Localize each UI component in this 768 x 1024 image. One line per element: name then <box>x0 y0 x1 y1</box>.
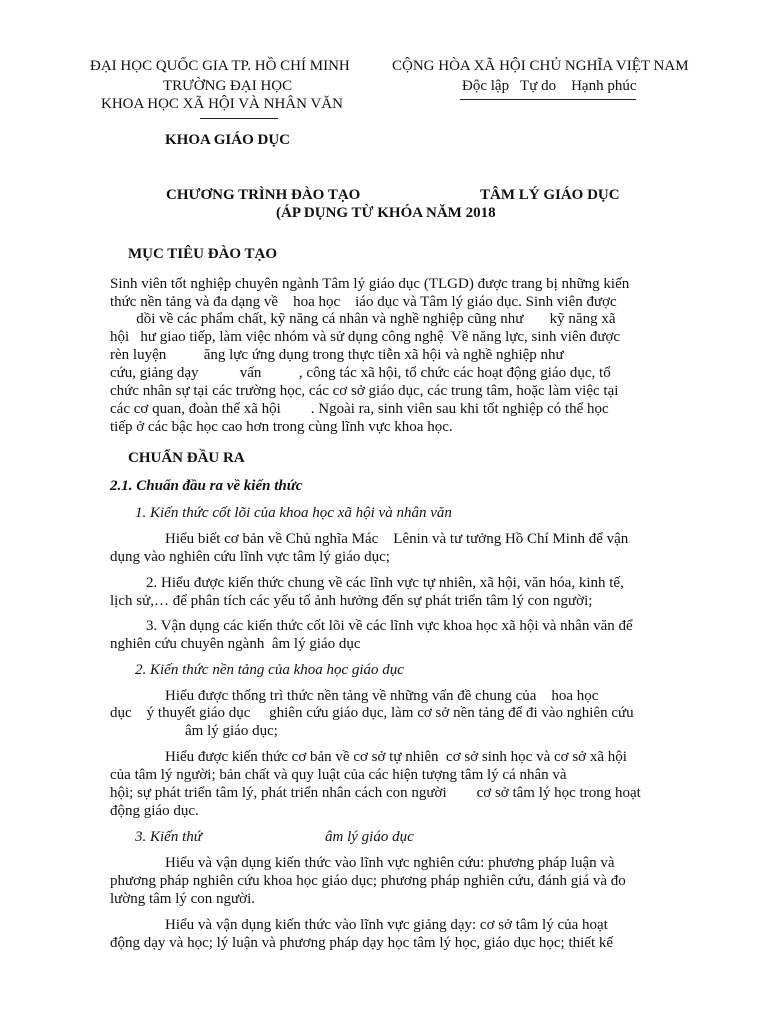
foundation-knowledge-heading: 2. Kiến thức nền tảng của khoa học giáo dục <box>135 662 404 678</box>
header-left-underline <box>200 118 278 119</box>
faculty-name: KHOA GIÁO DỤC <box>165 132 291 148</box>
objectives-line: hội hư giao tiếp, làm việc nhóm và sử dụng công nghệ Về năng lực, sinh viên được <box>110 329 621 345</box>
school-name-line2: KHOA HỌC XÃ HỘI VÀ NHÂN VĂN <box>101 96 343 112</box>
foundation-p1-line: âm lý giáo dục; <box>110 723 278 739</box>
university-name: ĐẠI HỌC QUỐC GIA TP. HỒ CHÍ MINH <box>90 58 350 74</box>
foundation-p2-line: hội; sự phát triển tâm lý, phát triển nhân cách con người cơ sở tâm lý học trong hoạt <box>110 785 641 801</box>
core-p2-line: lịch sử,… để phân tích các yếu tố ảnh hưởng đến sự phát triển tâm lý con người; <box>110 593 593 609</box>
specialized-knowledge-heading-left: 3. Kiến thứ <box>135 829 202 845</box>
foundation-p2-line: động giáo dục. <box>110 803 199 819</box>
specialized-p1-line: Hiểu và vận dụng kiến thức vào lĩnh vực nghiên cứu: phương pháp luận và <box>165 855 615 871</box>
objectives-line: chức nhân sự tại các trường học, các cơ sở giáo dục, các trung tâm, hoặc làm việc tại <box>110 383 619 399</box>
country-name: CỘNG HÒA XÃ HỘI CHỦ NGHĨA VIỆT NAM <box>392 58 689 74</box>
core-p3-line: 3. Vận dụng các kiến thức cốt lõi về các lĩnh vực khoa học xã hội và nhân văn để <box>146 618 633 634</box>
core-p3-line: nghiên cứu chuyên ngành âm lý giáo dục <box>110 636 361 652</box>
core-knowledge-heading: 1. Kiến thức cốt lõi của khoa học xã hội và nhân văn <box>135 505 452 521</box>
foundation-p2-line: của tâm lý người; bản chất và quy luật của các hiện tượng tâm lý cá nhân và <box>110 767 567 783</box>
knowledge-outcomes-heading: 2.1. Chuẩn đầu ra về kiến thức <box>110 478 303 494</box>
core-p1-line: Hiểu biết cơ bản về Chủ nghĩa Mác Lênin và tư tưởng Hồ Chí Minh để vận <box>165 531 629 547</box>
specialized-p1-line: phương pháp nghiên cứu khoa học giáo dục; phương pháp nghiên cứu, đánh giá và đo <box>110 873 626 889</box>
core-p2-line: 2. Hiểu được kiến thức chung về các lĩnh vực tự nhiên, xã hội, văn hóa, kinh tế, <box>146 575 624 591</box>
objectives-heading: MỤC TIÊU ĐÀO TẠO <box>128 246 278 262</box>
specialized-p2-line: động dạy và học; lý luận và phương pháp dạy học tâm lý học, giáo dục học; thiết kế <box>110 935 614 951</box>
foundation-p2-line: Hiểu được kiến thức cơ bản về cơ sở tự nhiên cơ sở sinh học và cơ sở xã hội <box>165 749 627 765</box>
school-name-line1: TRƯỜNG ĐẠI HỌC <box>163 78 293 94</box>
objectives-line: Sinh viên tốt nghiệp chuyên ngành Tâm lý giáo dục (TLGD) được trang bị những kiến <box>110 276 630 292</box>
header-right-underline <box>460 99 636 100</box>
objectives-line: các cơ quan, đoàn thể xã hội . Ngoài ra, sinh viên sau khi tốt nghiệp có thể học <box>110 401 609 417</box>
outcomes-heading: CHUẨN ĐẦU RA <box>128 450 245 466</box>
program-title-left: CHƯƠNG TRÌNH ĐÀO TẠO <box>166 187 361 203</box>
objectives-line: tiếp ở các bậc học cao hơn trong cùng lĩnh vực khoa học. <box>110 419 453 435</box>
objectives-line: rèn luyện ăng lực ứng dụng trong thực tiễn xã hội và nghề nghiệp như <box>110 347 564 363</box>
country-motto: Độc lập Tự do Hạnh phúc <box>462 78 637 94</box>
objectives-line: dồi về các phẩm chất, kỹ năng cá nhân và nghề nghiệp cũng như kỹ năng xã <box>110 311 616 327</box>
specialized-knowledge-heading-right: âm lý giáo dục <box>325 829 414 845</box>
foundation-p1-line: dục ý thuyết giáo dục ghiên cứu giáo dục, làm cơ sở nền tảng để đi vào nghiên cứu <box>110 705 634 721</box>
objectives-line: cứu, giảng dạy vấn , công tác xã hội, tổ chức các hoạt động giáo dục, tổ <box>110 365 611 381</box>
program-title-right: TÂM LÝ GIÁO DỤC <box>480 187 620 203</box>
objectives-line: thức nền tảng và đa dạng về hoa học iáo dục và Tâm lý giáo dục. Sinh viên được <box>110 294 617 310</box>
program-applies: (ÁP DỤNG TỪ KHÓA NĂM 2018 <box>276 205 496 221</box>
foundation-p1-line: Hiểu được thống trì thức nền tảng về những vấn đề chung của hoa học <box>165 688 599 704</box>
specialized-p2-line: Hiểu và vận dụng kiến thức vào lĩnh vực giảng dạy: cơ sở tâm lý của hoạt <box>165 917 608 933</box>
specialized-p1-line: lường tâm lý con người. <box>110 891 256 907</box>
core-p1-line: dụng vào nghiên cứu lĩnh vực tâm lý giáo dục; <box>110 549 390 565</box>
